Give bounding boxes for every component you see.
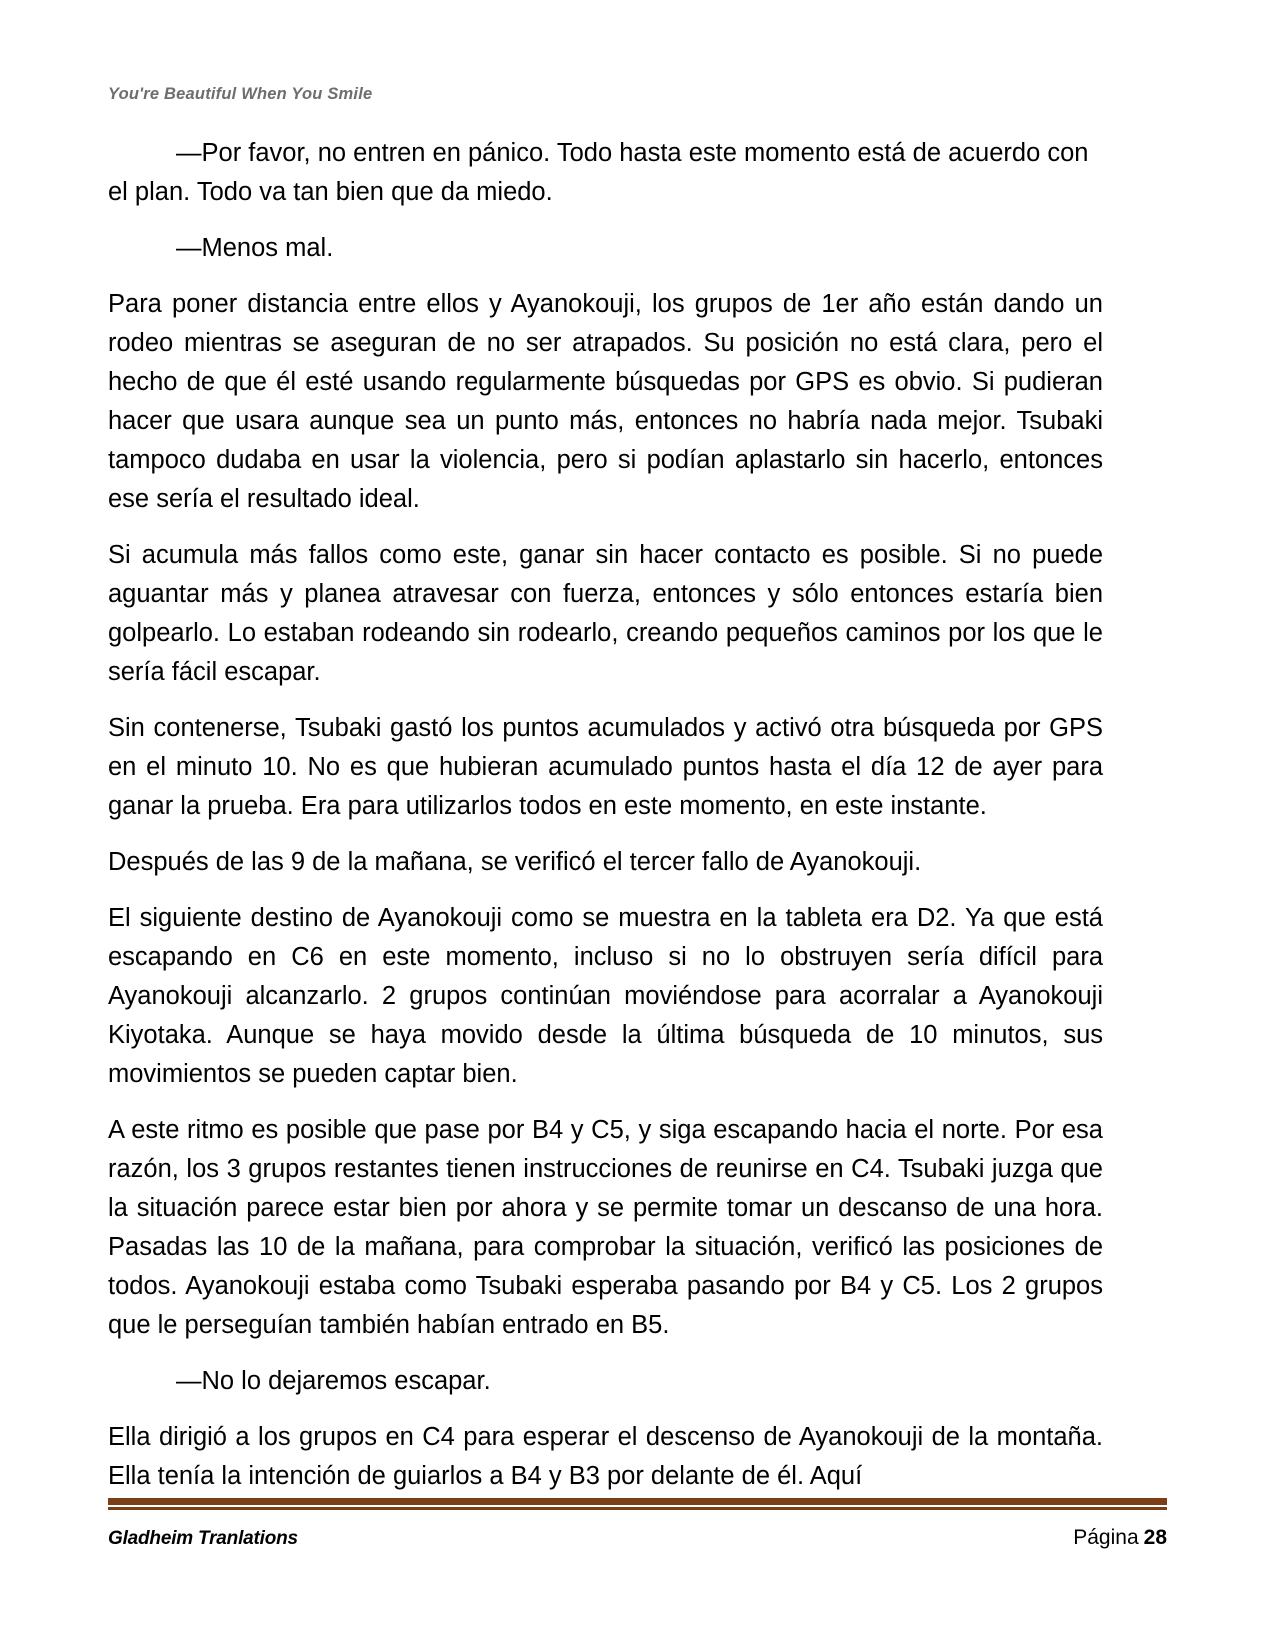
footer-rule-thin-bar xyxy=(108,1507,1167,1510)
body-paragraph: El siguiente destino de Ayanokouji como se muestra en la tableta era D2. Ya que está escapando en C6 en este momento, incluso si no lo obstruyen sería difícil para Ayanokouji alcanzarlo. 2 grupos continúan moviéndose para acorralar a Ayanokouji Kiyotaka. Aunque se haya movido desde la última búsqueda de 10 minutos, sus movimientos se pueden captar bien. xyxy=(108,904,1103,1088)
page-content xyxy=(108,0,1103,1650)
dialogue-paragraph: —Por favor, no entren en pánico. Todo hasta este momento está de acuerdo con el plan. Todo va tan bien que da miedo. xyxy=(108,139,1089,206)
footer-row xyxy=(108,1526,1167,1550)
body-text-column xyxy=(108,134,1103,1496)
running-header-title: You're Beautiful When You Smile xyxy=(108,85,373,103)
body-paragraph: Para poner distancia entre ellos y Ayanokouji, los grupos de 1er año están dando un rodeo mientras se aseguran de no ser atrapados. Su posición no está clara, pero el hecho de que él esté usando regularmente búsquedas por GPS es obvio. Si pudieran hacer que usara aunque sea un punto más, entonces no habría nada mejor. Tsubaki tampoco dudaba en usar la violencia, pero si podían aplastarlo sin hacerlo, entonces ese sería el resultado ideal. xyxy=(108,290,1103,513)
dialogue-paragraph: —No lo dejaremos escapar. xyxy=(176,1367,491,1395)
body-paragraph: A este ritmo es posible que pase por B4 y C5, y siga escapando hacia el norte. Por esa razón, los 3 grupos restantes tienen instrucciones de reunirse en C4. Tsubaki juzga que la situación parece estar bien por ahora y se permite tomar un descanso de una hora. Pasadas las 10 de la mañana, para comprobar la situación, verificó las posiciones de todos. Ayanokouji estaba como Tsubaki esperaba pasando por B4 y C5. Los 2 grupos que le perseguían también habían entrado en B5. xyxy=(108,1116,1103,1339)
dialogue-paragraph: —Menos mal. xyxy=(176,234,334,262)
page-footer xyxy=(108,1498,1167,1558)
footer-divider-rule xyxy=(108,1498,1167,1510)
footer-rule-thick-bar xyxy=(108,1498,1167,1505)
footer-page-label: Página xyxy=(1073,1526,1139,1549)
body-paragraph: Después de las 9 de la mañana, se verificó el tercer fallo de Ayanokouji. xyxy=(108,848,922,876)
footer-page-number: 28 xyxy=(1143,1526,1167,1549)
body-paragraph: Sin contenerse, Tsubaki gastó los puntos acumulados y activó otra búsqueda por GPS en el minuto 10. No es que hubieran acumulado puntos hasta el día 12 de ayer para ganar la prueba. Era para utilizarlos todos en este momento, en este instante. xyxy=(108,714,1103,820)
footer-credit: Gladheim Tranlations xyxy=(108,1528,298,1549)
body-paragraph: Ella dirigió a los grupos en C4 para esperar el descenso de Ayanokouji de la montaña. Ella tenía la intención de guiarlos a B4 y B3 por delante de él. Aquí xyxy=(108,1423,1103,1490)
body-paragraph: Si acumula más fallos como este, ganar sin hacer contacto es posible. Si no puede aguantar más y planea atravesar con fuerza, entonces y sólo entonces estaría bien golpearlo. Lo estaban rodeando sin rodearlo, creando pequeños caminos por los que le sería fácil escapar. xyxy=(108,541,1103,686)
footer-page-indicator xyxy=(1073,1526,1167,1550)
